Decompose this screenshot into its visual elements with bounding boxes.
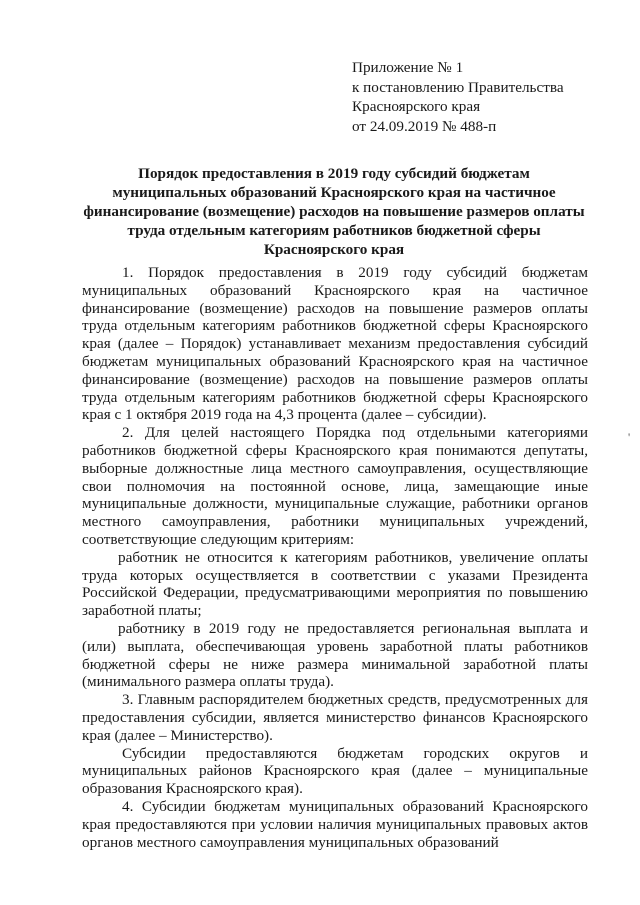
document-title	[70, 164, 598, 259]
appendix-line: Красноярского края	[352, 98, 481, 115]
paragraph-3: 3. Главным распорядителем бюджетных средств, предусмотренных для предоставления субсидии, является министерство финансов Красноярского края (далее – Министерство).	[82, 691, 588, 744]
title-line: труда отдельным категориям работников бюджетной сферы	[127, 222, 541, 239]
appendix-line: от 24.09.2019 № 488-п	[352, 117, 497, 135]
paragraph-4: 4. Субсидии бюджетам муниципальных образований Красноярского края предоставляются при условии наличия муниципальных правовых актов органов местного самоуправления муниципальных образований	[82, 797, 588, 851]
title-line: финансирование (возмещение) расходов на повышение размеров оплаты	[83, 203, 585, 220]
margin-mark: '	[628, 430, 631, 444]
appendix-line: Приложение № 1	[352, 59, 464, 76]
document-body	[82, 264, 588, 851]
title-line: Красноярского края	[263, 241, 405, 258]
appendix-line: к постановлению Правительства	[352, 78, 564, 96]
appendix-block	[352, 58, 564, 136]
paragraph-1: 1. Порядок предоставления в 2019 году субсидий бюджетам муниципальных образований Красноярского края на частичное финансирование (возмещение) расходов на повышение размеров оплаты труда отдельным категориям работников бюджетной сферы Красноярского края (далее – Порядок) устанавливает механизм предоставления субсидий бюджетам муниципальных образований Красноярского края на частичное финансирование (возмещение) расходов на повышение размеров оплаты труда отдельным категориям работников бюджетной сферы Красноярского края с 1 октября 2019 года на 4,3 процента (далее – субсидии).	[82, 264, 588, 424]
title-line: муниципальных образований Красноярского края на частичное	[112, 184, 556, 201]
title-line: Порядок предоставления в 2019 году субсидий бюджетам	[138, 165, 530, 182]
paragraph-subsidies: Субсидии предоставляются бюджетам городских округов и муниципальных районов Красноярского края (далее – муниципальные образования Красноярского края).	[82, 744, 588, 798]
paragraph-criterion-1: работник не относится к категориям работников, увеличение оплаты труда которых осуществляется в соответствии с указами Президента Российской Федерации, предусматривающими мероприятия по повышению заработной платы;	[82, 548, 588, 620]
paragraph-2: 2. Для целей настоящего Порядка под отдельными категориями работников бюджетной сферы Красноярского края понимаются депутаты, выборные должностные лица местного самоуправления, осуществляющие свои полномочия на постоянной основе, лица, замещающие иные муниципальные должности, муниципальные служащие, работники органов местного самоуправления, работники муниципальных учреждений, соответствующие следующим критериям:	[82, 424, 588, 548]
paragraph-criterion-2: работнику в 2019 году не предоставляется региональная выплата и (или) выплата, обеспечивающая уровень заработной платы работников бюджетной сферы не ниже размера минимальной заработной платы (минимального размера оплаты труда).	[82, 619, 588, 691]
